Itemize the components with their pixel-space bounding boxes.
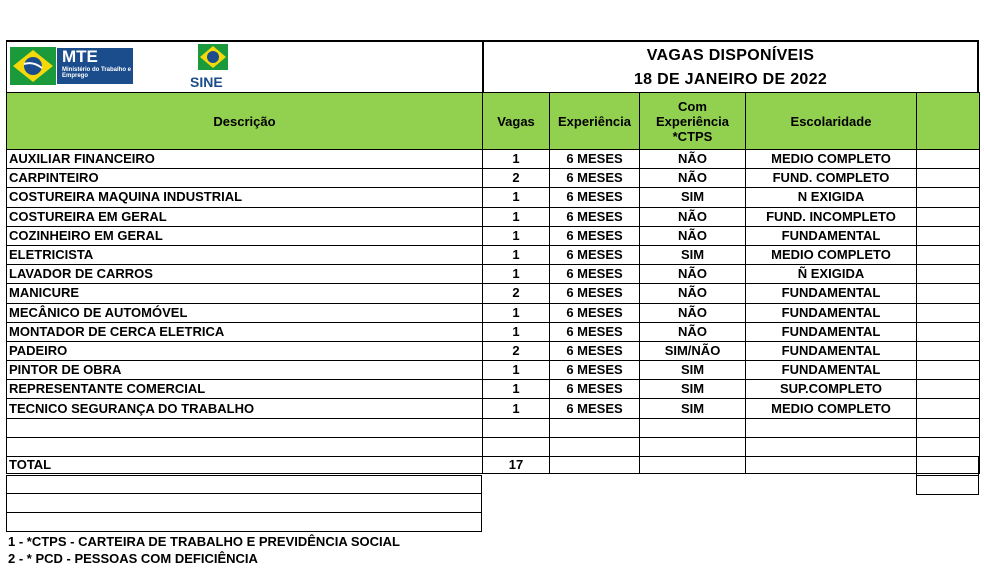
empty-row — [6, 513, 482, 532]
cell-experiencia: 6 MESES — [550, 207, 640, 226]
blank-cell — [640, 457, 746, 474]
table-row — [7, 380, 980, 399]
cell-ctps: NÃO — [640, 265, 746, 284]
cell-descricao: MONTADOR DE CERCA ELETRICA — [7, 322, 483, 341]
cell-extra — [917, 226, 980, 245]
sine-logo-text: SINE — [190, 74, 223, 90]
cell-vagas: 1 — [483, 226, 550, 245]
table-row — [7, 322, 980, 341]
table-header-row — [7, 93, 980, 150]
cell-descricao: COSTUREIRA MAQUINA INDUSTRIAL — [7, 188, 483, 207]
cell-experiencia: 6 MESES — [550, 150, 640, 169]
cell-escolaridade: FUNDAMENTAL — [746, 226, 917, 245]
total-vagas: 17 — [483, 457, 550, 474]
cell-ctps: NÃO — [640, 284, 746, 303]
cell-escolaridade: Ñ EXIGIDA — [746, 265, 917, 284]
col-header-escolaridade: Escolaridade — [746, 93, 917, 150]
table-row — [7, 169, 980, 188]
cell-descricao: MANICURE — [7, 284, 483, 303]
cell-descricao: LAVADOR DE CARROS — [7, 265, 483, 284]
blank-cell — [640, 437, 746, 456]
cell-experiencia: 6 MESES — [550, 380, 640, 399]
page-title: VAGAS DISPONÍVEIS — [646, 47, 815, 64]
table-row — [7, 284, 980, 303]
cell-experiencia: 6 MESES — [550, 226, 640, 245]
cell-escolaridade: FUND. COMPLETO — [746, 169, 917, 188]
cell-descricao: REPRESENTANTE COMERCIAL — [7, 380, 483, 399]
table-row — [7, 399, 980, 418]
cell-escolaridade: FUNDAMENTAL — [746, 284, 917, 303]
cell-escolaridade: FUND. INCOMPLETO — [746, 207, 917, 226]
cell-escolaridade: N EXIGIDA — [746, 188, 917, 207]
cell-ctps: NÃO — [640, 303, 746, 322]
cell-descricao: ELETRICISTA — [7, 245, 483, 264]
blank-cell — [550, 437, 640, 456]
cell-extra — [917, 303, 980, 322]
cell-extra — [917, 399, 980, 418]
cell-vagas: 1 — [483, 245, 550, 264]
cell-vagas: 1 — [483, 399, 550, 418]
blank-row — [7, 418, 980, 437]
footnote-pcd: 2 - * PCD - PESSOAS COM DEFICIÊNCIA — [8, 551, 258, 566]
cell-experiencia: 6 MESES — [550, 284, 640, 303]
cell-extra — [917, 188, 980, 207]
cell-vagas: 1 — [483, 188, 550, 207]
blank-cell — [483, 418, 550, 437]
mte-logo-subtitle: Ministério do Trabalho e Emprego — [62, 67, 132, 79]
cell-vagas: 1 — [483, 303, 550, 322]
empty-row — [6, 475, 482, 494]
cell-vagas: 2 — [483, 341, 550, 360]
blank-cell — [550, 457, 640, 474]
cell-escolaridade: FUNDAMENTAL — [746, 361, 917, 380]
blank-cell — [746, 437, 917, 456]
cell-extra — [917, 322, 980, 341]
cell-experiencia: 6 MESES — [550, 399, 640, 418]
col-header-vagas: Vagas — [483, 93, 550, 150]
title-header-cell — [482, 40, 979, 92]
col-header-experiencia: Experiência — [550, 93, 640, 150]
cell-escolaridade: SUP.COMPLETO — [746, 380, 917, 399]
blank-cell — [483, 437, 550, 456]
cell-ctps: SIM/NÃO — [640, 341, 746, 360]
cell-experiencia: 6 MESES — [550, 188, 640, 207]
empty-side-cell — [916, 457, 979, 476]
table-row — [7, 245, 980, 264]
cell-extra — [917, 245, 980, 264]
cell-extra — [917, 380, 980, 399]
cell-ctps: SIM — [640, 361, 746, 380]
cell-descricao: MECÂNICO DE AUTOMÓVEL — [7, 303, 483, 322]
cell-descricao: COZINHEIRO EM GERAL — [7, 226, 483, 245]
cell-vagas: 2 — [483, 169, 550, 188]
brazil-flag-icon — [10, 47, 56, 85]
cell-ctps: SIM — [640, 399, 746, 418]
cell-ctps: NÃO — [640, 226, 746, 245]
cell-vagas: 1 — [483, 150, 550, 169]
cell-extra — [917, 361, 980, 380]
cell-experiencia: 6 MESES — [550, 322, 640, 341]
cell-extra — [917, 150, 980, 169]
cell-escolaridade: MEDIO COMPLETO — [746, 245, 917, 264]
total-row — [7, 457, 980, 474]
total-label: TOTAL — [7, 457, 483, 474]
blank-cell — [746, 418, 917, 437]
cell-experiencia: 6 MESES — [550, 341, 640, 360]
cell-descricao: CARPINTEIRO — [7, 169, 483, 188]
page-date: 18 DE JANEIRO DE 2022 — [633, 71, 828, 88]
cell-experiencia: 6 MESES — [550, 245, 640, 264]
cell-descricao: PADEIRO — [7, 341, 483, 360]
cell-vagas: 1 — [483, 322, 550, 341]
cell-vagas: 2 — [483, 284, 550, 303]
cell-extra — [917, 284, 980, 303]
table-row — [7, 150, 980, 169]
cell-experiencia: 6 MESES — [550, 169, 640, 188]
table-row — [7, 265, 980, 284]
cell-ctps: NÃO — [640, 169, 746, 188]
cell-ctps: NÃO — [640, 150, 746, 169]
table-row — [7, 207, 980, 226]
cell-descricao: COSTUREIRA EM GERAL — [7, 207, 483, 226]
blank-cell — [917, 437, 980, 456]
cell-extra — [917, 207, 980, 226]
cell-escolaridade: MEDIO COMPLETO — [746, 399, 917, 418]
cell-experiencia: 6 MESES — [550, 265, 640, 284]
blank-cell — [7, 418, 483, 437]
cell-escolaridade: FUNDAMENTAL — [746, 341, 917, 360]
cell-escolaridade: FUNDAMENTAL — [746, 303, 917, 322]
cell-experiencia: 6 MESES — [550, 361, 640, 380]
blank-cell — [7, 437, 483, 456]
cell-ctps: NÃO — [640, 207, 746, 226]
table-row — [7, 341, 980, 360]
cell-descricao: PINTOR DE OBRA — [7, 361, 483, 380]
cell-ctps: SIM — [640, 245, 746, 264]
cell-vagas: 1 — [483, 265, 550, 284]
col-header-ctps: Com Experiência *CTPS — [640, 93, 746, 150]
cell-vagas: 1 — [483, 380, 550, 399]
blank-cell — [917, 418, 980, 437]
blank-row — [7, 437, 980, 456]
cell-ctps: SIM — [640, 380, 746, 399]
cell-vagas: 1 — [483, 207, 550, 226]
table-row — [7, 303, 980, 322]
blank-cell — [640, 418, 746, 437]
cell-descricao: TECNICO SEGURANÇA DO TRABALHO — [7, 399, 483, 418]
empty-row — [6, 494, 482, 513]
col-header-extra — [917, 93, 980, 150]
table-row — [7, 361, 980, 380]
cell-extra — [917, 169, 980, 188]
cell-ctps: SIM — [640, 188, 746, 207]
blank-cell — [550, 418, 640, 437]
table-row — [7, 188, 980, 207]
empty-side-cell — [916, 476, 979, 495]
cell-ctps: NÃO — [640, 322, 746, 341]
blank-cell — [746, 457, 917, 474]
table-row — [7, 226, 980, 245]
cell-escolaridade: FUNDAMENTAL — [746, 322, 917, 341]
footnote-ctps: 1 - *CTPS - CARTEIRA DE TRABALHO E PREVIDÊNCIA SOCIAL — [8, 534, 400, 549]
cell-descricao: AUXILIAR FINANCEIRO — [7, 150, 483, 169]
cell-vagas: 1 — [483, 361, 550, 380]
cell-experiencia: 6 MESES — [550, 303, 640, 322]
cell-escolaridade: MEDIO COMPLETO — [746, 150, 917, 169]
jobs-table — [6, 92, 980, 474]
mte-logo-text: MTE — [62, 47, 98, 66]
col-header-descricao: Descrição — [7, 93, 483, 150]
cell-extra — [917, 265, 980, 284]
cell-extra — [917, 341, 980, 360]
